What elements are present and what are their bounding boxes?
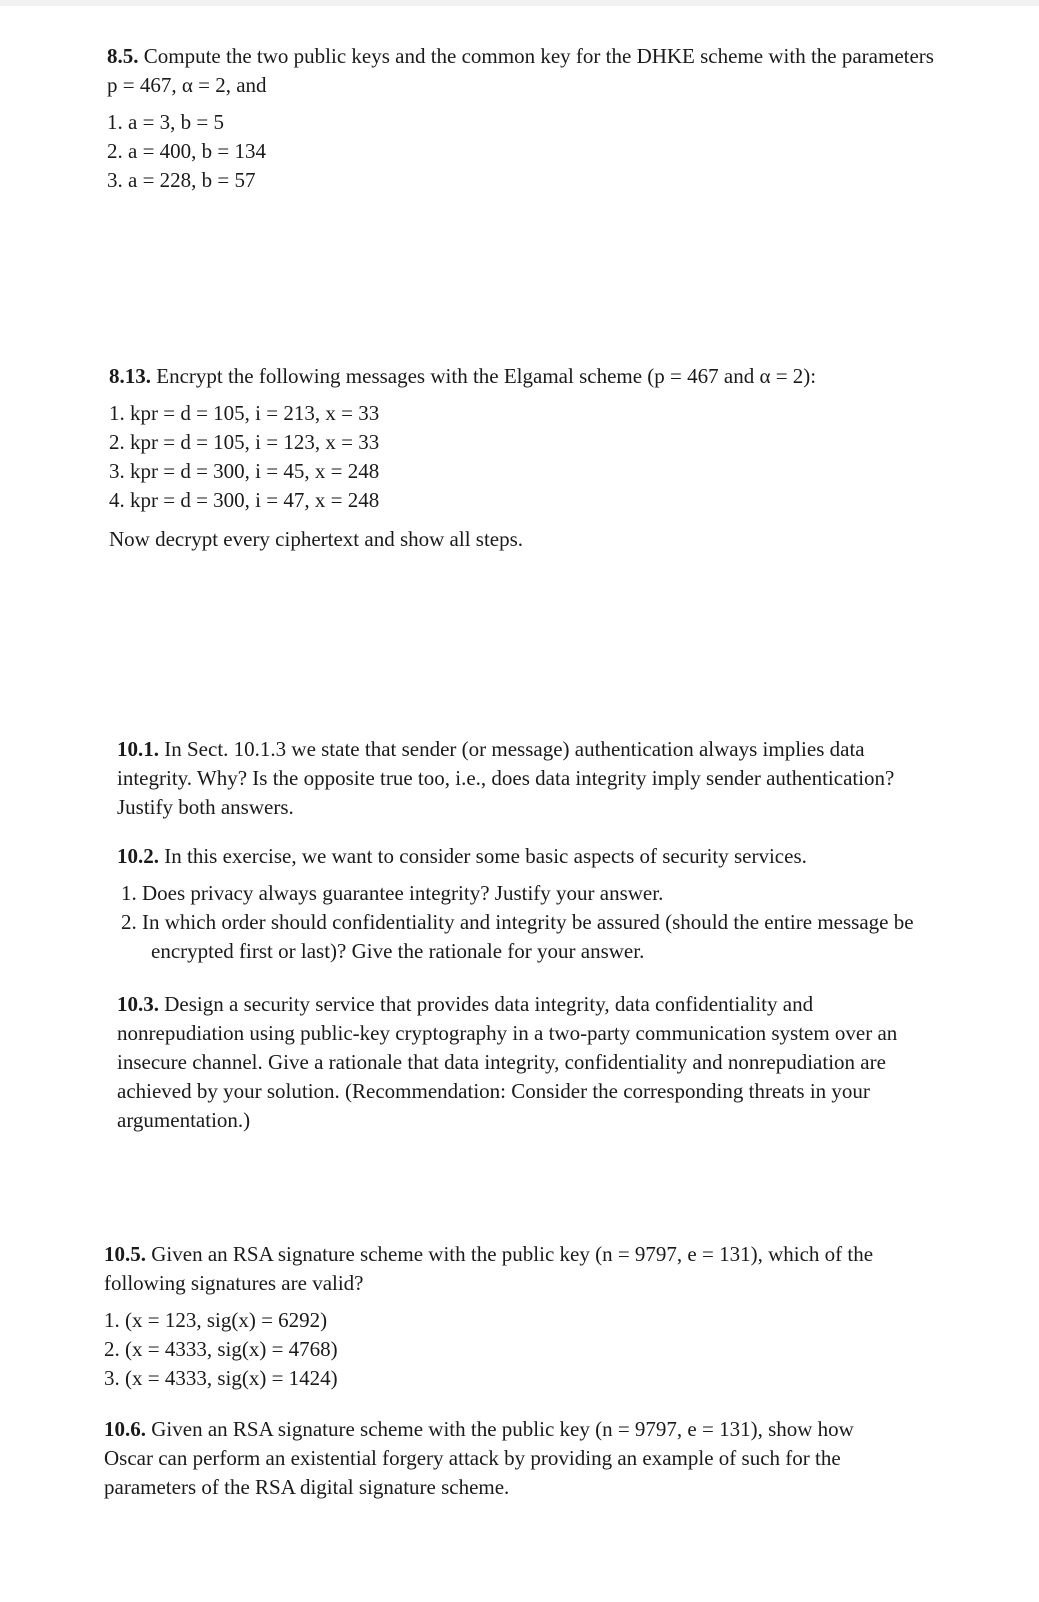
exercise-number: 10.6.: [104, 1417, 146, 1441]
list-item: 1. Does privacy always guarantee integrity? Justify your answer.: [121, 881, 664, 905]
exercise-8-5: [107, 42, 937, 195]
page-top-edge: [0, 0, 1039, 6]
exercise-text: Design a security service that provides data integrity, data confidentiality and nonrepudiation using public-key cryptography in a two-party communication system over an insecure channel. Give a rationale that data integrity, confidentiality and nonrepudiation are achieved by your solution. (Recommendation: Consider the corresponding threats in your argumentation.): [117, 992, 898, 1132]
list-item: 2. (x = 4333, sig(x) = 4768): [104, 1337, 338, 1361]
exercise-8-13: [109, 362, 939, 554]
exercise-10-5: [104, 1240, 904, 1393]
list-item: 3. (x = 4333, sig(x) = 1424): [104, 1366, 338, 1390]
list-item: 2. a = 400, b = 134: [107, 139, 267, 163]
exercise-10-2: [117, 842, 917, 966]
exercise-followup: Now decrypt every ciphertext and show all steps.: [109, 527, 524, 551]
exercise-text: Compute the two public keys and the common key for the DHKE scheme with the parameters p = 467, α = 2, and: [107, 44, 934, 97]
list-item: 1. kpr = d = 105, i = 213, x = 33: [109, 401, 380, 425]
exercise-text: In this exercise, we want to consider some basic aspects of security services.: [164, 844, 807, 868]
exercise-text: Given an RSA signature scheme with the public key (n = 9797, e = 131), show how Oscar can perform an existential forgery attack by providing an example of such for the parameters of the RSA digital signature scheme.: [104, 1417, 854, 1499]
exercise-text: Given an RSA signature scheme with the public key (n = 9797, e = 131), which of the following signatures are valid?: [104, 1242, 874, 1295]
list-item: 3. kpr = d = 300, i = 45, x = 248: [109, 459, 380, 483]
list-item: 4. kpr = d = 300, i = 47, x = 248: [109, 488, 380, 512]
exercise-10-1: [117, 735, 917, 822]
exercise-number: 10.1.: [117, 737, 159, 761]
item-list: [121, 879, 917, 966]
exercise-10-3: [117, 990, 917, 1135]
list-item: 2. kpr = d = 105, i = 123, x = 33: [109, 430, 380, 454]
exercise-text: In Sect. 10.1.3 we state that sender (or message) authentication always implies data integrity. Why? Is the opposite true too, i.e., does data integrity imply sender authentication? Justify both answers.: [117, 737, 895, 819]
exercise-number: 10.2.: [117, 844, 159, 868]
exercise-10-6: [104, 1415, 904, 1502]
exercise-text: Encrypt the following messages with the Elgamal scheme (p = 467 and α = 2):: [156, 364, 817, 388]
exercise-number: 10.5.: [104, 1242, 146, 1266]
item-list: [104, 1306, 904, 1393]
list-item: 1. a = 3, b = 5: [107, 110, 225, 134]
exercise-number: 8.13.: [109, 364, 151, 388]
item-list: [107, 108, 937, 195]
list-item: 2. In which order should confidentiality and integrity be assured (should the entire message be encrypted first or last)? Give the rationale for your answer.: [121, 910, 914, 963]
item-list: [109, 399, 939, 515]
exercise-number: 10.3.: [117, 992, 159, 1016]
list-item: 3. a = 228, b = 57: [107, 168, 256, 192]
exercise-number: 8.5.: [107, 44, 139, 68]
list-item: 1. (x = 123, sig(x) = 6292): [104, 1308, 328, 1332]
